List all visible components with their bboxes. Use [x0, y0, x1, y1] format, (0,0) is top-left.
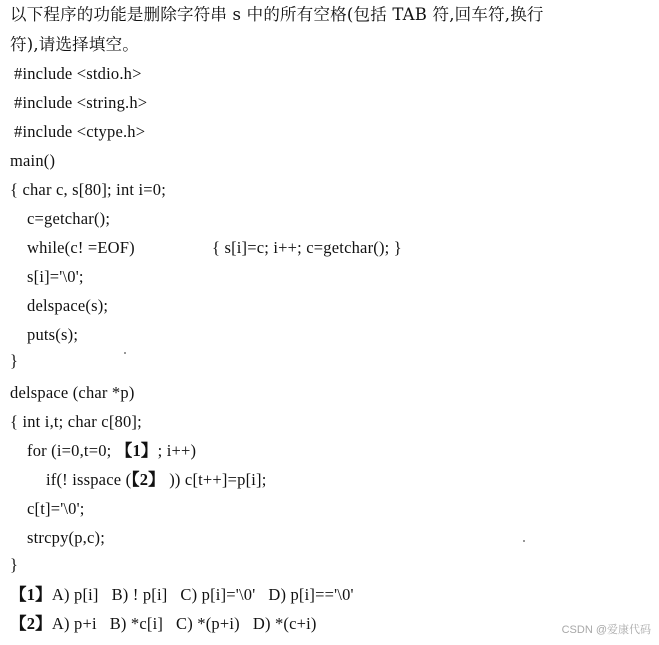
option-2-label: 【2】: [10, 614, 52, 633]
for-prefix: for (i=0,t=0;: [27, 441, 116, 460]
code-delspace-declarations: { int i,t; char c[80];: [10, 412, 142, 431]
question-intro-line-2: 符),请选择填空。: [10, 35, 139, 54]
options-question-1: [10, 584, 354, 606]
code-function-close-brace: }: [10, 555, 19, 574]
scan-speck: [124, 352, 126, 354]
code-while-head: while(c! =EOF): [27, 238, 135, 257]
code-delspace-signature: delspace (char *p): [10, 383, 135, 402]
code-getchar-line: c=getchar();: [27, 209, 111, 228]
question-intro-line-1: 以下程序的功能是删除字符串 s 中的所有空格(包括 TAB 符,回车符,换行: [10, 5, 544, 24]
if-suffix: )) c[t++]=p[i];: [164, 470, 267, 489]
code-string-terminator: s[i]='\0';: [27, 267, 84, 286]
blank-1-marker: 【1】: [115, 441, 158, 460]
code-for-loop: [27, 440, 196, 462]
code-main-signature: main(): [10, 151, 56, 170]
code-main-close-brace: }: [10, 351, 19, 370]
scan-speck: [523, 540, 525, 542]
code-call-puts: puts(s);: [27, 325, 79, 344]
code-include-stdio: #include <stdio.h>: [14, 64, 142, 83]
code-include-string: #include <string.h>: [14, 93, 148, 112]
code-while-body: { s[i]=c; i++; c=getchar(); }: [212, 238, 402, 257]
option-1-label: 【1】: [10, 585, 52, 604]
code-c-terminator: c[t]='\0';: [27, 499, 85, 518]
if-prefix: if(! isspace (: [46, 470, 132, 489]
option-2-choices: A) p+i B) *c[i] C) *(p+i) D) *(c+i): [51, 614, 317, 633]
watermark-text: CSDN @爱康代码: [561, 624, 651, 636]
code-if-statement: [46, 469, 267, 491]
options-question-2: [10, 613, 317, 635]
blank-2-marker: 【2】: [131, 470, 165, 489]
code-main-declarations: { char c, s[80]; int i=0;: [10, 180, 167, 199]
code-strcpy-line: strcpy(p,c);: [27, 528, 105, 547]
code-include-ctype: #include <ctype.h>: [14, 122, 146, 141]
for-suffix: ; i++): [157, 441, 197, 460]
code-call-delspace: delspace(s);: [27, 296, 109, 315]
option-1-choices: A) p[i] B) ! p[i] C) p[i]='\0' D) p[i]=='\0': [51, 585, 354, 604]
